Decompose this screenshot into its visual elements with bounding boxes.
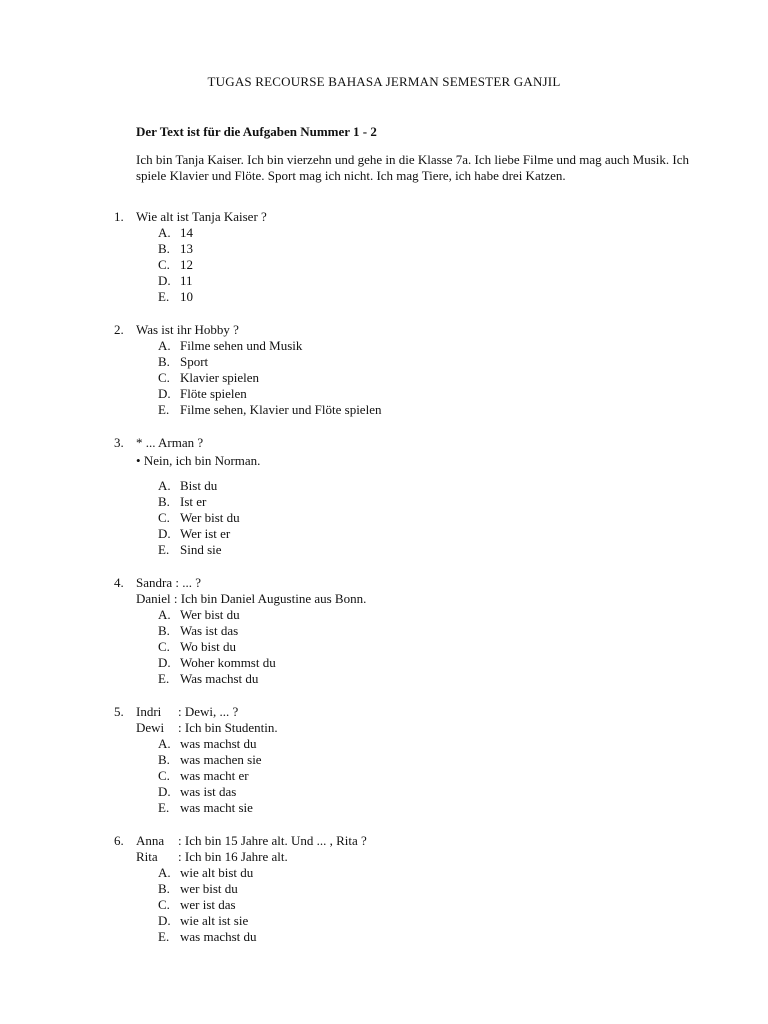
option-a: A. Filme sehen und Musik xyxy=(158,338,303,353)
option-c: C. Klavier spielen xyxy=(158,370,260,385)
option-d: D. was ist das xyxy=(158,784,237,799)
question-number: 3. xyxy=(114,435,124,450)
question-text: Wie alt ist Tanja Kaiser ? xyxy=(136,209,267,224)
question-text: Daniel : Ich bin Daniel Augustine aus Bonn. xyxy=(136,591,367,606)
option-b: B. was machen sie xyxy=(158,752,262,767)
answer-bullet: • Nein, ich bin Norman. xyxy=(136,453,261,468)
option-c: C. Wo bist du xyxy=(158,639,237,654)
option-c: C. wer ist das xyxy=(158,897,236,912)
option-c: C. was macht er xyxy=(158,768,249,783)
option-a: A. was machst du xyxy=(158,736,257,751)
dialog-line: Rita : Ich bin 16 Jahre alt. xyxy=(136,849,288,864)
option-e: E. was macht sie xyxy=(158,800,253,815)
option-b: B. Ist er xyxy=(158,494,207,509)
question-number: 6. xyxy=(114,833,124,848)
option-b: B. 13 xyxy=(158,241,193,256)
option-a: A. Bist du xyxy=(158,478,218,493)
option-e: E. 10 xyxy=(158,289,193,304)
question-number: 1. xyxy=(114,209,124,224)
option-d: D. wie alt ist sie xyxy=(158,913,249,928)
option-c: C. 12 xyxy=(158,257,193,272)
option-a: A. wie alt bist du xyxy=(158,865,254,880)
option-a: A. 14 xyxy=(158,225,193,240)
option-c: C. Wer bist du xyxy=(158,510,240,525)
option-e: E. Was machst du xyxy=(158,671,259,686)
question-number: 5. xyxy=(114,704,124,719)
dialog-line: Indri : Dewi, ... ? xyxy=(136,704,239,719)
option-b: B. Sport xyxy=(158,354,209,369)
document-title: TUGAS RECOURSE BAHASA JERMAN SEMESTER GANJIL xyxy=(207,74,561,89)
option-d: D. Flöte spielen xyxy=(158,386,247,401)
option-e: E. Sind sie xyxy=(158,542,222,557)
option-b: B. wer bist du xyxy=(158,881,238,896)
question-text: Sandra : ... ? xyxy=(136,575,201,590)
question-number: 2. xyxy=(114,322,124,337)
option-a: A. Wer bist du xyxy=(158,607,240,622)
option-e: E. Filme sehen, Klavier und Flöte spielen xyxy=(158,402,382,417)
option-d: D. 11 xyxy=(158,273,193,288)
option-b: B. Was ist das xyxy=(158,623,239,638)
question-number: 4. xyxy=(114,575,124,590)
question-text: Was ist ihr Hobby ? xyxy=(136,322,239,337)
dialog-line: Anna : Ich bin 15 Jahre alt. Und ... , Rita ? xyxy=(136,833,367,848)
option-d: D. Woher kommst du xyxy=(158,655,276,670)
intro-heading: Der Text ist für die Aufgaben Nummer 1 - 2 xyxy=(136,124,377,139)
question-text: * ... Arman ? xyxy=(136,435,204,450)
option-e: E. was machst du xyxy=(158,929,257,944)
option-d: D. Wer ist er xyxy=(158,526,231,541)
intro-text: Ich bin Tanja Kaiser. Ich bin vierzehn und gehe in die Klasse 7a. Ich liebe Filme und mag auch Musik. Ich spiele Klavier und Flöte. Sport mag ich nicht. Ich mag Tiere, ich habe drei Katzen. xyxy=(136,152,689,183)
dialog-line: Dewi : Ich bin Studentin. xyxy=(136,720,278,735)
